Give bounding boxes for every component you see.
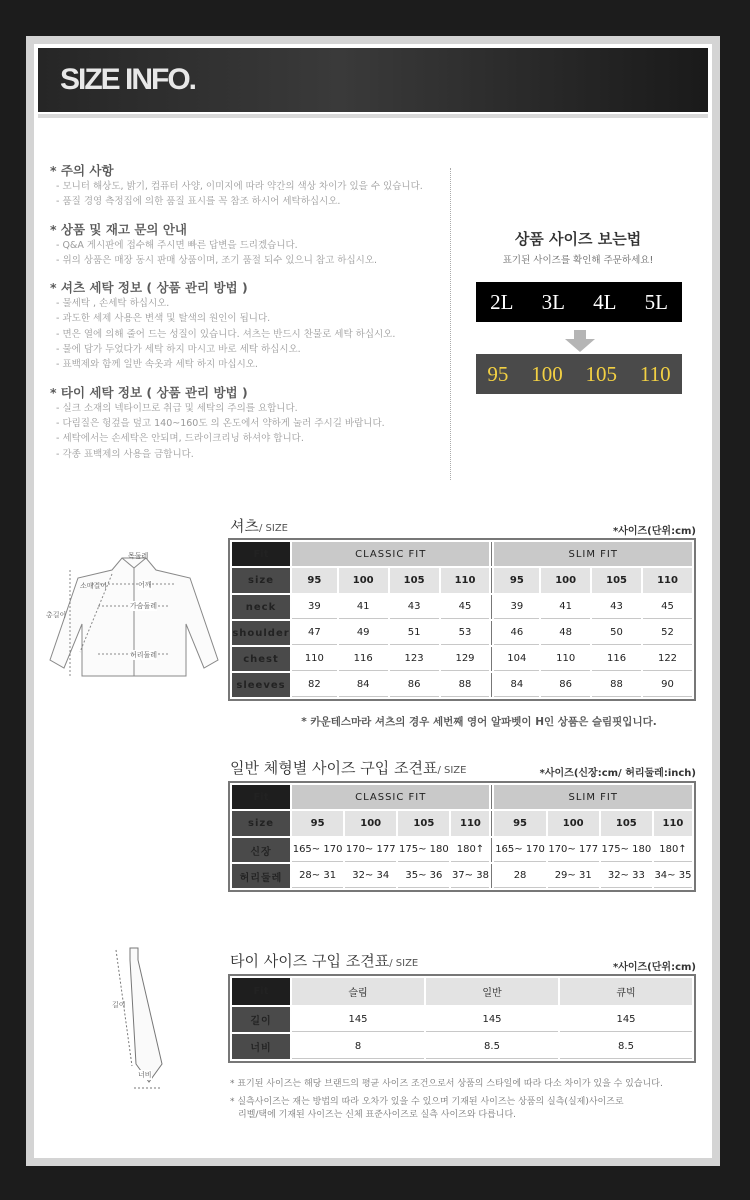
table-row xyxy=(232,785,692,809)
value-cell: 180↑ xyxy=(451,838,489,862)
diagram-label-chest: 가슴둘레 xyxy=(130,602,158,610)
size-cell: 105 xyxy=(390,568,439,593)
tie-section-title xyxy=(230,950,418,971)
value-cell: 50 xyxy=(592,621,641,645)
value-cell: 145 xyxy=(426,1007,558,1032)
page-title: SIZE INFO. xyxy=(60,63,196,96)
note-line: - 물에 담가 두었다가 세탁 하지 마시고 바로 세탁 하십시오. xyxy=(56,344,301,356)
table-row xyxy=(232,621,692,645)
vertical-divider xyxy=(450,168,451,480)
row-label: 너비 xyxy=(232,1034,290,1059)
size-cell: 95 xyxy=(292,811,343,836)
value-cell: 45 xyxy=(441,595,490,619)
value-cell: 46 xyxy=(494,621,539,645)
body-title-suffix: / SIZE xyxy=(437,765,467,776)
size-cell: 110 xyxy=(654,811,692,836)
value-cell: 90 xyxy=(643,673,692,697)
value-cell: 51 xyxy=(390,621,439,645)
table-row xyxy=(232,542,692,566)
size-cell: 100 xyxy=(541,568,590,593)
note-line: - 위의 상품은 매장 동시 판매 상품이며, 조기 품절 되수 있으니 참고 하십시오. xyxy=(56,254,378,266)
diagram-label-length: 총길이 xyxy=(46,611,67,619)
size-guide-subtitle: 표기된 사이즈를 확인해 주문하세요! xyxy=(502,255,654,266)
value-cell: 8 xyxy=(292,1034,424,1059)
tie-label-length: 길이 xyxy=(112,1001,126,1009)
value-cell: 122 xyxy=(643,647,692,671)
column-divider xyxy=(491,568,492,593)
size-cell: 95 xyxy=(494,568,539,593)
value-cell: 180↑ xyxy=(654,838,692,862)
size-cell: 95 xyxy=(292,568,337,593)
fit-header: Fit xyxy=(232,542,290,566)
value-cell: 53 xyxy=(441,621,490,645)
page-frame xyxy=(26,36,720,1166)
tie-column-header: 큐빅 xyxy=(560,978,692,1005)
value-cell: 175~ 180 xyxy=(398,838,449,862)
row-label: shoulder xyxy=(232,621,290,645)
size-guide-heading xyxy=(470,228,686,266)
note-title: * 셔츠 세탁 정보 ( 상품 관리 방법 ) xyxy=(50,280,248,296)
value-cell: 170~ 177 xyxy=(345,838,396,862)
value-cell: 170~ 177 xyxy=(548,838,599,862)
value-cell: 84 xyxy=(494,673,539,697)
tie-title-suffix: / SIZE xyxy=(389,958,419,969)
header-banner xyxy=(38,48,708,112)
value-cell: 32~ 33 xyxy=(601,864,652,888)
value-cell: 43 xyxy=(390,595,439,619)
value-cell: 165~ 170 xyxy=(292,838,343,862)
table-row xyxy=(232,838,692,862)
shirt-title-text: 셔츠 xyxy=(230,517,259,535)
letter-size: 5L xyxy=(644,289,668,314)
note-tie-wash xyxy=(50,384,450,462)
row-label: 길이 xyxy=(232,1007,290,1032)
size-cell: 100 xyxy=(548,811,599,836)
diagram-label-neck: 목둘레 xyxy=(128,552,149,560)
table-row xyxy=(232,811,692,836)
value-cell: 84 xyxy=(339,673,388,697)
value-cell: 43 xyxy=(592,595,641,619)
value-cell: 104 xyxy=(494,647,539,671)
number-size: 100 xyxy=(531,361,563,386)
header-divider xyxy=(38,114,708,118)
column-divider xyxy=(491,864,492,888)
classic-fit-header: CLASSIC FIT xyxy=(292,785,489,809)
value-cell: 29~ 31 xyxy=(548,864,599,888)
size-guide-title: 상품 사이즈 보는법 xyxy=(514,230,642,248)
tie-size-table xyxy=(228,974,696,1063)
value-cell: 116 xyxy=(592,647,641,671)
column-divider xyxy=(491,673,492,697)
note-line: - 세탁에서는 손세탁은 안되며, 드라이크리닝 하셔야 합니다. xyxy=(56,433,304,445)
column-divider xyxy=(491,542,492,566)
row-label: neck xyxy=(232,595,290,619)
arrow-down-icon xyxy=(565,330,595,352)
value-cell: 116 xyxy=(339,647,388,671)
value-cell: 35~ 36 xyxy=(398,864,449,888)
tie-column-header: 일반 xyxy=(426,978,558,1005)
row-label: 신장 xyxy=(232,838,290,862)
row-label: chest xyxy=(232,647,290,671)
row-label: size xyxy=(232,568,290,593)
size-cell: 100 xyxy=(345,811,396,836)
value-cell: 41 xyxy=(339,595,388,619)
size-cell: 110 xyxy=(643,568,692,593)
table-row xyxy=(232,864,692,888)
shirt-diagram xyxy=(40,544,226,684)
shirt-section-title xyxy=(230,515,288,536)
note-line: - 면은 열에 의해 줄어 드는 성질이 있습니다. 셔츠는 반드시 찬물로 세탁 하십시오. xyxy=(56,328,396,340)
note-line: - 물세탁 , 손세탁 하십시오. xyxy=(56,298,170,310)
size-cell: 110 xyxy=(441,568,490,593)
value-cell: 129 xyxy=(441,647,490,671)
column-divider xyxy=(491,621,492,645)
number-size: 110 xyxy=(639,361,671,386)
size-cell: 105 xyxy=(398,811,449,836)
body-unit: *사이즈(신장:cm/ 허리둘레:inch) xyxy=(539,768,696,779)
size-cell: 100 xyxy=(339,568,388,593)
value-cell: 48 xyxy=(541,621,590,645)
letter-size: 4L xyxy=(593,289,617,314)
size-cell: 110 xyxy=(451,811,489,836)
value-cell: 175~ 180 xyxy=(601,838,652,862)
note-inquiry xyxy=(50,221,450,269)
number-size: 105 xyxy=(585,361,618,386)
tie-column-header: 슬림 xyxy=(292,978,424,1005)
diagram-label-sleeve: 소매길이 xyxy=(80,582,108,590)
value-cell: 82 xyxy=(292,673,337,697)
table-row xyxy=(232,568,692,593)
tie-title-text: 타이 사이즈 구입 조견표 xyxy=(230,952,390,970)
row-label: sleeves xyxy=(232,673,290,697)
value-cell: 39 xyxy=(494,595,539,619)
value-cell: 88 xyxy=(592,673,641,697)
value-cell: 52 xyxy=(643,621,692,645)
note-line: - Q&A 게시판에 접수해 주시면 빠른 답변을 드리겠습니다. xyxy=(56,239,298,251)
fit-header: Fit xyxy=(232,978,290,1005)
value-cell: 110 xyxy=(541,647,590,671)
value-cell: 41 xyxy=(541,595,590,619)
value-cell: 86 xyxy=(541,673,590,697)
value-cell: 165~ 170 xyxy=(494,838,545,862)
note-caution xyxy=(50,162,450,210)
table-row xyxy=(232,978,692,1005)
note-line: - 다림질은 헝겊을 덮고 140~160도 의 온도에서 약하게 눌러 주시길 바랍니다. xyxy=(56,417,385,429)
footnote: * 표기된 사이즈는 해당 브랜드의 평균 사이즈 조건으로서 상품의 스타일에 따라 다소 차이가 있을 수 있습니다. xyxy=(230,1079,663,1089)
notes-section xyxy=(50,162,450,473)
value-cell: 145 xyxy=(560,1007,692,1032)
column-divider xyxy=(491,647,492,671)
slim-fit-header: SLIM FIT xyxy=(494,785,692,809)
value-cell: 47 xyxy=(292,621,337,645)
note-line: - 품질 경영 측정집에 의한 품질 표시를 꼭 참조 하시어 세탁하십시오. xyxy=(56,196,341,208)
value-cell: 49 xyxy=(339,621,388,645)
note-title: * 주의 사항 xyxy=(50,163,114,178)
diagram-label-waist: 허리둘레 xyxy=(130,651,158,659)
slim-fit-header: SLIM FIT xyxy=(494,542,692,566)
value-cell: 88 xyxy=(441,673,490,697)
shirt-slim-note: * 카운테스마라 셔츠의 경우 세번째 영어 알파벳이 H인 상품은 슬림핏입니다. xyxy=(301,716,657,728)
value-cell: 145 xyxy=(292,1007,424,1032)
diagram-label-shoulder: 어깨 xyxy=(138,581,152,589)
body-size-table xyxy=(228,781,696,892)
value-cell: 28 xyxy=(494,864,545,888)
number-size-box xyxy=(476,354,682,394)
value-cell: 86 xyxy=(390,673,439,697)
row-label: 허리둘레 xyxy=(232,864,290,888)
tie-unit: *사이즈(단위:cm) xyxy=(612,962,696,973)
size-cell: 105 xyxy=(601,811,652,836)
note-shirt-wash xyxy=(50,279,450,372)
value-cell: 39 xyxy=(292,595,337,619)
classic-fit-header: CLASSIC FIT xyxy=(292,542,489,566)
table-row xyxy=(232,673,692,697)
column-divider xyxy=(491,595,492,619)
value-cell: 8.5 xyxy=(426,1034,558,1059)
column-divider xyxy=(491,785,492,809)
table-row xyxy=(232,647,692,671)
note-title: * 타이 세탁 정보 ( 상품 관리 방법 ) xyxy=(50,384,248,400)
table-row xyxy=(232,595,692,619)
column-divider xyxy=(491,838,492,862)
letter-size: 2L xyxy=(490,289,514,314)
size-cell: 105 xyxy=(592,568,641,593)
value-cell: 45 xyxy=(643,595,692,619)
letter-size-box xyxy=(476,282,682,322)
shirt-unit: *사이즈(단위:cm) xyxy=(612,526,696,537)
value-cell: 123 xyxy=(390,647,439,671)
shirt-size-table xyxy=(228,538,696,701)
value-cell: 32~ 34 xyxy=(345,864,396,888)
note-line: - 과도한 세제 사용은 변색 및 탈색의 원인이 됩니다. xyxy=(56,313,271,325)
letter-size: 3L xyxy=(541,289,565,314)
body-title-text: 일반 체형별 사이즈 구입 조견표 xyxy=(230,759,438,777)
tie-label-width: 너비 xyxy=(138,1071,152,1079)
note-line: - 실크 소재의 넥타이므로 취급 및 세탁의 주의를 요합니다. xyxy=(56,402,298,414)
fit-header: Fit xyxy=(232,785,290,809)
table-row xyxy=(232,1034,692,1059)
note-line: - 각종 표백제의 사용을 금합니다. xyxy=(56,448,194,460)
footnote: 리벨/택에 기재된 사이즈는 신체 표준사이즈로 실측 사이즈와 다릅니다. xyxy=(238,1110,517,1120)
value-cell: 34~ 35 xyxy=(654,864,692,888)
column-divider xyxy=(491,811,492,836)
table-row xyxy=(232,1007,692,1032)
body-section-title xyxy=(230,757,466,778)
value-cell: 8.5 xyxy=(560,1034,692,1059)
size-cell: 95 xyxy=(494,811,545,836)
shirt-title-suffix: / SIZE xyxy=(258,523,288,534)
note-title: * 상품 및 재고 문의 안내 xyxy=(50,221,187,237)
row-label: size xyxy=(232,811,290,836)
note-line: - 표백제와 함께 일반 속옷과 세탁 하지 마십시오. xyxy=(56,359,258,371)
value-cell: 28~ 31 xyxy=(292,864,343,888)
footnote: * 실측사이즈는 재는 방법의 따라 오차가 있을 수 있으며 기재된 사이즈는 상품의 실측(실제)사이즈로 xyxy=(230,1097,624,1107)
value-cell: 37~ 38 xyxy=(451,864,489,888)
number-size: 95 xyxy=(487,361,509,386)
size-info-card xyxy=(34,44,712,1158)
note-line: - 모니터 해상도, 밝기, 컴퓨터 사양, 이미지에 따라 약간의 색상 차이가 있을 수 있습니다. xyxy=(56,181,423,192)
value-cell: 110 xyxy=(292,647,337,671)
